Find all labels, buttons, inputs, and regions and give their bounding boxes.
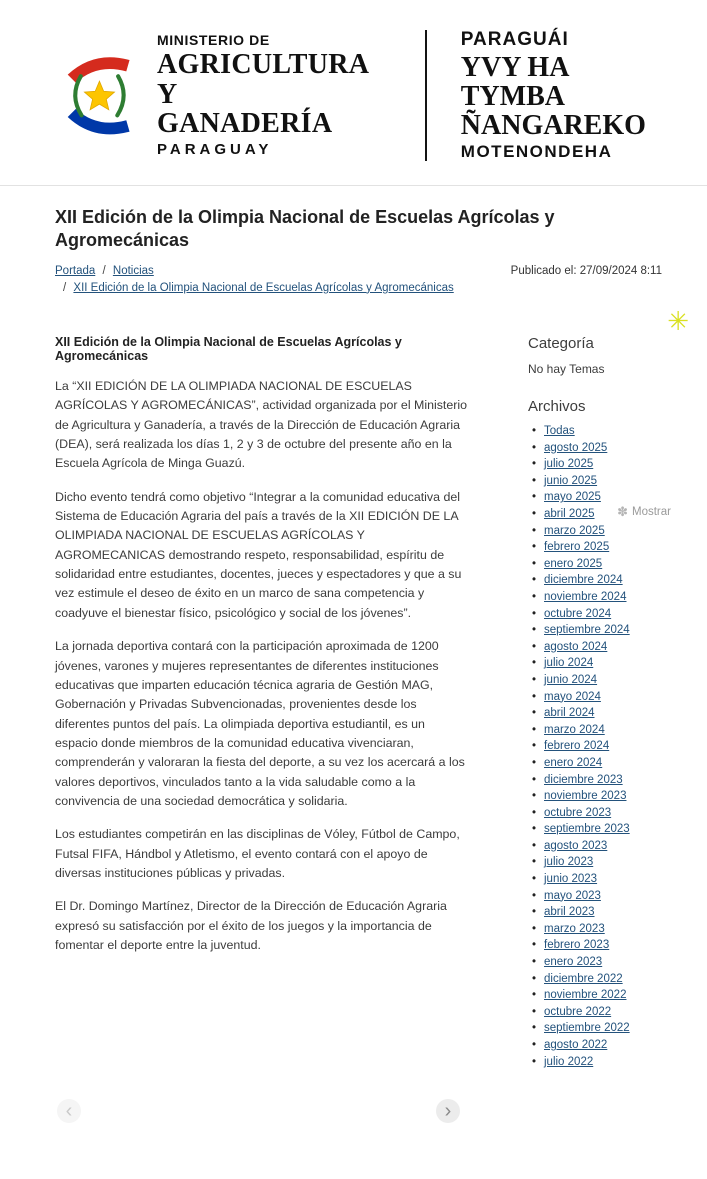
breadcrumb (55, 263, 454, 298)
archive-link[interactable]: febrero 2024 (544, 740, 610, 753)
guarani-line-4: MOTENONDEHA (460, 142, 613, 162)
archive-list-item (528, 890, 690, 902)
sidebar (528, 335, 690, 1139)
archive-link[interactable]: diciembre 2022 (544, 972, 623, 985)
archive-list-item (528, 558, 690, 570)
archive-link[interactable]: junio 2025 (544, 474, 598, 487)
archive-list-item (528, 458, 690, 470)
archive-list-item (528, 1056, 690, 1068)
archive-link[interactable]: abril 2025 (544, 508, 595, 520)
paraguay-coat-of-arms-logo (55, 47, 139, 143)
archive-link[interactable]: agosto 2025 (544, 441, 608, 454)
archive-list-item (528, 973, 690, 985)
archive-list-item (528, 790, 690, 802)
article-paragraph: El Dr. Domingo Martínez, Director de la Dirección de Educación Agraria expresó su satisfacción por el éxito de los juegos y la importancia de fomentar el deporte entre la juventud. (55, 899, 447, 952)
archive-link[interactable]: octubre 2022 (544, 1005, 612, 1018)
guarani-line-3: ÑANGAREKO (460, 109, 646, 141)
archive-list-item (528, 1039, 690, 1051)
page-title: XII Edición de la Olimpia Nacional de Escuelas Agrícolas y Agromecánicas (55, 206, 555, 251)
archive-link[interactable]: diciembre 2024 (544, 574, 623, 587)
archive-link[interactable]: noviembre 2022 (544, 989, 627, 1002)
breadcrumb-separator: / (102, 264, 106, 277)
archive-list-item (528, 1006, 690, 1018)
archive-list-item (528, 641, 690, 653)
archive-link[interactable]: septiembre 2022 (544, 1022, 630, 1035)
mostrar-label: Mostrar (632, 506, 671, 518)
archive-list-item (528, 906, 690, 918)
archive-list-item (528, 1022, 690, 1034)
archive-list-item (528, 873, 690, 885)
archive-list-item (528, 774, 690, 786)
archive-list-item (528, 691, 690, 703)
archive-list-item (528, 707, 690, 719)
archive-list-item (528, 923, 690, 935)
archive-link[interactable]: enero 2024 (544, 756, 603, 769)
archive-link[interactable]: diciembre 2023 (544, 773, 623, 786)
archive-list-item (528, 624, 690, 636)
archive-list-item (528, 740, 690, 752)
guarani-line-2: YVY HA TYMBA (460, 51, 568, 112)
archive-link[interactable]: febrero 2023 (544, 939, 610, 952)
carousel-prev-button[interactable]: ‹ (57, 1099, 81, 1123)
breadcrumb-separator: / (63, 281, 67, 294)
archive-link[interactable]: marzo 2025 (544, 524, 605, 537)
category-empty-text: No hay Temas (528, 362, 605, 377)
archive-list-item (528, 591, 690, 603)
ministry-line-4: PARAGUAY (157, 141, 273, 159)
archive-link[interactable]: noviembre 2024 (544, 590, 627, 603)
ministry-line-1: MINISTERIO DE (157, 31, 270, 48)
archive-link[interactable]: junio 2023 (544, 873, 598, 886)
archive-link[interactable]: julio 2025 (544, 458, 594, 471)
archive-link[interactable]: enero 2023 (544, 956, 603, 969)
archive-link[interactable]: julio 2024 (544, 657, 594, 670)
article-paragraphs (55, 377, 468, 955)
archive-list-item (528, 574, 690, 586)
archive-link[interactable]: marzo 2023 (544, 922, 605, 935)
archive-list-item (528, 989, 690, 1001)
archive-list-item (528, 657, 690, 669)
article-paragraph: La jornada deportiva contará con la participación aproximada de 1200 jóvenes, varones y mujeres representantes de diferentes instituciones educativas que imparten educación técnica agraria de Gestión MAG, Gobernación y Privadas Subvencionadas, provenientes desde los diferentes puntos del país. La olimpiada deportiva estudiantil, es un espacio donde miembros de la comunidad educativa vivenciaran, comprenderán y valoraran la fiesta del deporte, a su vez los acercará a los valores deportivos, vinculados tanto a la vida saludable como a la convivencia de una sociedad democrática y solidaria. (55, 639, 465, 808)
breadcrumb-link-portada[interactable]: Portada (55, 264, 96, 277)
archive-list-item (528, 475, 690, 487)
archive-list-item (528, 823, 690, 835)
archive-link[interactable]: octubre 2023 (544, 806, 612, 819)
archive-link[interactable]: septiembre 2023 (544, 823, 630, 836)
carousel-next-button[interactable]: › (436, 1099, 460, 1123)
archive-list-item (528, 608, 690, 620)
archives-title: Archivos (528, 398, 586, 416)
ministry-line-2: AGRICULTURA Y (157, 49, 368, 110)
archive-link[interactable]: julio 2023 (544, 856, 594, 869)
archive-link[interactable]: agosto 2022 (544, 1039, 608, 1051)
guarani-wordmark (461, 30, 677, 161)
mostrar-tooltip[interactable] (607, 502, 677, 522)
archive-list-item (528, 840, 690, 852)
archive-link[interactable]: mayo 2023 (544, 889, 601, 902)
archive-link[interactable]: mayo 2025 (544, 491, 601, 504)
archive-link[interactable]: noviembre 2023 (544, 790, 627, 803)
archive-list-item (528, 939, 690, 951)
accessibility-asterisk-icon[interactable]: ✳ (667, 306, 689, 336)
archive-list-item (528, 956, 690, 968)
archive-link[interactable]: agosto 2023 (544, 839, 608, 852)
article-paragraph: La “XII EDICIÓN DE LA OLIMPIADA NACIONAL DE ESCUELAS AGRÍCOLAS Y AGROMECÁNICAS”, actividad organizada por el Ministerio de Agricultura y Ganadería, a través de la Dirección de Educación Agraria (DEA), será realizada los días 1, 2 y 3 de octubre del presente año en la Escuela Agrícola de Minga Guazú. (55, 379, 468, 471)
archive-list-item (528, 807, 690, 819)
category-title: Categoría (528, 335, 594, 353)
article-paragraph: Dicho evento tendrá como objetivo “Integrar a la comunidad educativa del Sistema de Educación Agraria del país a través de la XII EDICIÓN DE LA OLIMPIADA NACIONAL DE ESCUELAS AGRÍCOLAS Y AGROMECANICAS demostrando respeto, responsabilidad, espíritu de solidaridad entre estudiantes, docentes, jueces y espectadores y que a su vez estimule el deseo de éxito en un marco de sana competencia y coadyuve el bienestar físico, psicológico y social de los jóvenes”. (55, 489, 462, 620)
breadcrumb-link-noticias[interactable]: Noticias (112, 264, 154, 277)
archive-link[interactable]: octubre 2024 (544, 607, 612, 620)
archive-list-item (528, 525, 690, 537)
header-divider (425, 30, 427, 161)
ministry-line-3: GANADERÍA (157, 108, 333, 140)
archive-link[interactable]: enero 2025 (544, 557, 603, 570)
archive-link[interactable]: julio 2022 (544, 1055, 594, 1068)
site-header (0, 0, 707, 185)
archive-list-item (528, 674, 690, 686)
breadcrumb-current-article[interactable]: XII Edición de la Olimpia Nacional de Escuelas Agrícolas y Agromecánicas (73, 281, 454, 294)
flower-icon: ✽ (617, 504, 629, 519)
article-heading: XII Edición de la Olimpia Nacional de Escuelas Agrícolas y Agromecánicas (55, 335, 402, 364)
archive-link[interactable]: agosto 2024 (544, 640, 608, 653)
archive-link[interactable]: mayo 2024 (544, 690, 601, 703)
ministry-wordmark (157, 33, 393, 159)
archive-link[interactable]: Todas (544, 425, 575, 438)
archive-list-item (528, 541, 690, 553)
article-paragraph: Los estudiantes competirán en las disciplinas de Vóley, Fútbol de Campo, Futsal FIFA, Hándbol y Atletismo, el evento contará con el apoyo de diversas instituciones públicas y privadas. (55, 827, 460, 880)
archive-list-item (528, 442, 690, 454)
archive-list-item (528, 724, 690, 736)
archive-link[interactable]: febrero 2025 (544, 541, 610, 554)
archive-list-item (528, 856, 690, 868)
published-date: Publicado el: 27/09/2024 8:11 (510, 264, 662, 277)
archive-link[interactable]: septiembre 2024 (544, 624, 630, 637)
archive-link[interactable]: abril 2024 (544, 707, 595, 720)
guarani-line-1: PARAGUÁI (460, 29, 569, 50)
archive-link[interactable]: marzo 2024 (544, 723, 605, 736)
archive-link[interactable]: junio 2024 (544, 673, 598, 686)
archive-list-item (528, 425, 690, 437)
archive-list-item (528, 757, 690, 769)
article-body (55, 335, 468, 1139)
archive-link[interactable]: abril 2023 (544, 906, 595, 919)
